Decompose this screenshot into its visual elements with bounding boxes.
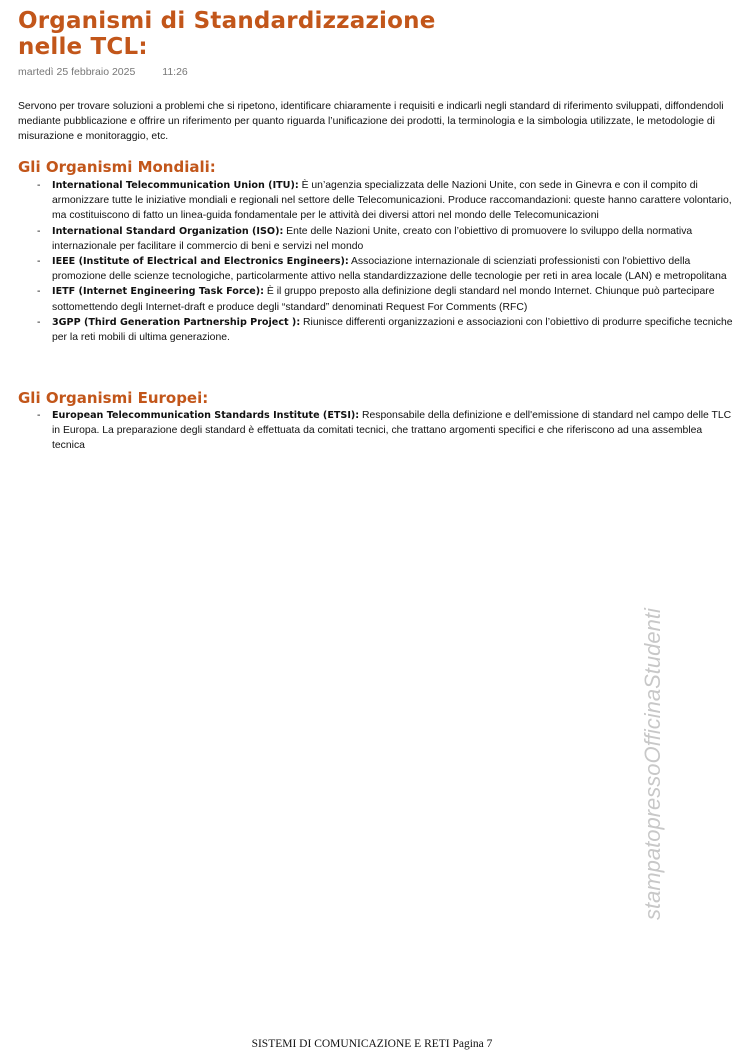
org-name: International Telecommunication Union (ITU): (52, 180, 299, 191)
org-name: 3GPP (Third Generation Partnership Project ): (52, 316, 301, 328)
page-footer: SISTEMI DI COMUNICAZIONE E RETI Pagina 7 (251, 1038, 493, 1050)
org-desc: Riunisce differenti organizzazioni e associazioni con l’obiettivo di produrre specifiche tecniche per la reti mobili di ultima generazione. (52, 316, 733, 344)
list-item (0, 284, 736, 314)
org-desc: Responsabile della definizione e dell'emissione di standard nel campo delle TLC in Europa. La preparazione degli standard è effettuata da comitati tecnici, che trattano argomenti specifici e che riferiscono ad una assemblea tecnica (52, 410, 732, 452)
dash: - (37, 286, 41, 298)
page-date: martedì 25 febbraio 2025 (18, 66, 136, 78)
dash: - (37, 316, 41, 328)
watermark: stampatopressoOfficinaStudenti (640, 608, 665, 920)
section-heading-europei: Gli Organismi Europei: (18, 389, 209, 407)
section-heading-mondiali: Gli Organismi Mondiali: (18, 158, 216, 176)
org-name: International Standard Organization (ISO): (52, 225, 284, 237)
org-name: European Telecommunication Standards Institute (ETSI): (52, 410, 360, 421)
list-item (0, 408, 736, 454)
org-desc: È un’agenzia specializzata delle Nazioni Unite, con sede in Ginevra e con il compito di armonizzare tutte le iniziative mondiali e regionali nel settore delle Telecomunicazioni. Produce raccomandazioni: queste hanno carattere volontario, ma costituiscono di fatto un linea-guida fondamentale per le attività dei diversi attori nel mondo delle Telecomunicazioni (52, 180, 732, 222)
dash: - (37, 256, 41, 268)
page-meta (18, 66, 212, 78)
org-name: IETF (Internet Engineering Task Force): (52, 286, 264, 298)
org-desc: Associazione internazionale di scienziati professionisti con l'obiettivo della promozione delle scienze tecnologiche, particolarmente attivo nella standardizzazione delle tecnologie per reti in area locale (LAN) e metropolitana (52, 256, 727, 283)
list-item (0, 224, 736, 254)
page-time: 11:26 (162, 66, 188, 78)
org-desc: Ente delle Nazioni Unite, creato con l’obiettivo di promuovere lo sviluppo della normativa internazionale per facilitare il commercio di beni e servizi nel mondo (52, 225, 693, 252)
dash: - (37, 410, 41, 421)
org-name: IEEE (Institute of Electrical and Electronics Engineers): (52, 256, 349, 268)
dash: - (37, 225, 41, 237)
list-item (0, 254, 736, 284)
list-item (0, 315, 736, 345)
page-title: Organismi di Standardizzazione nelle TCL: (18, 8, 436, 60)
list-europei (0, 408, 736, 454)
list-item (0, 178, 736, 224)
org-desc: È il gruppo preposto alla definizione degli standard nel mondo Internet. Chiunque può partecipare sottomettendo degli Internet-draft e produce degli “standard” denominati Request For Comments (RFC) (52, 286, 715, 313)
intro-paragraph: Servono per trovare soluzioni a problemi che si ripetono, identificare chiaramente i requisiti e indicarli negli standard di riferimento sviluppati, diffondendoli mediante pubblicazione e offrire un riferimento per quanto riguarda l’unificazione dei prodotti, la terminologia e la simbologia utilizzate, le metodologie di misurazione e monitoraggio, etc. (18, 101, 724, 143)
list-mondiali (0, 178, 736, 345)
dash: - (37, 180, 41, 191)
